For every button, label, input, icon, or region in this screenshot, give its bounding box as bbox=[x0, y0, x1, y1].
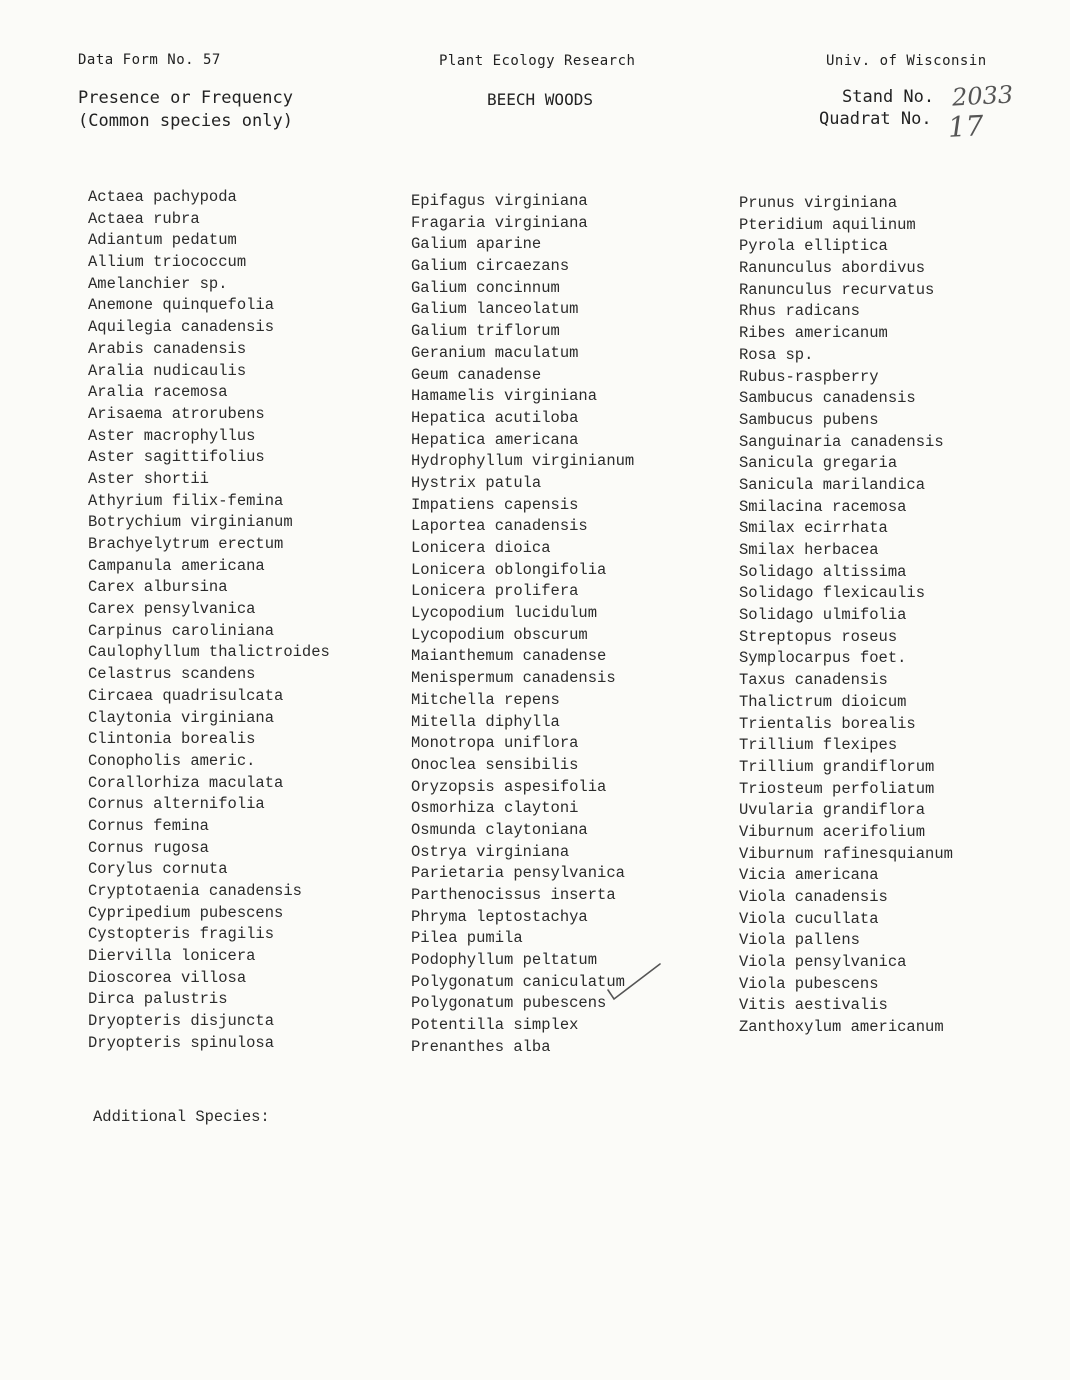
species-item: Claytonia virginiana bbox=[88, 708, 275, 727]
species-item: Solidago altissima bbox=[739, 562, 907, 581]
species-item: Allium triococcum bbox=[88, 253, 247, 272]
species-item: Hystrix patula bbox=[411, 473, 542, 492]
species-item: Aralia nudicaulis bbox=[88, 361, 247, 380]
species-item: Hamamelis virginiana bbox=[411, 387, 598, 406]
species-item: Caulophyllum thalictroides bbox=[88, 643, 330, 662]
species-item: Trillium grandiflorum bbox=[739, 757, 935, 776]
species-item: Cornus femina bbox=[88, 816, 209, 835]
species-item: Galium concinnum bbox=[411, 278, 560, 297]
species-item: Arisaema atrorubens bbox=[88, 404, 265, 423]
quadrat-label: Quadrat No. bbox=[819, 109, 932, 129]
species-item: Onoclea sensibilis bbox=[411, 755, 579, 774]
species-item: Aster sagittifolius bbox=[88, 448, 265, 467]
species-item: Cryptotaenia canadensis bbox=[88, 882, 302, 900]
species-item: Sanguinaria canadensis bbox=[739, 432, 944, 451]
species-item: Aquilegia canadensis bbox=[88, 318, 275, 337]
additional-species-label: Additional Species: bbox=[93, 1108, 270, 1126]
species-item: Impatiens capensis bbox=[411, 495, 579, 514]
species-item: Carex pensylvanica bbox=[88, 600, 256, 619]
form-number: Data Form No. 57 bbox=[78, 52, 221, 68]
species-item: Mitchella repens bbox=[411, 690, 560, 709]
species-item: Smilax herbacea bbox=[739, 541, 879, 559]
species-item: Geum canadense bbox=[411, 365, 542, 384]
species-item: Amelanchier sp. bbox=[88, 274, 228, 293]
species-item: Hepatica americana bbox=[411, 430, 579, 449]
species-item: Lycopodium lucidulum bbox=[411, 604, 598, 623]
species-item: Lycopodium obscurum bbox=[411, 625, 588, 644]
species-item: Viola pensylvanica bbox=[739, 953, 907, 972]
species-item: Osmorhiza claytoni bbox=[411, 799, 579, 818]
species-item: Viburnum rafinesquianum bbox=[739, 844, 953, 863]
species-column-1 bbox=[88, 187, 330, 1055]
species-item: Dioscorea villosa bbox=[88, 968, 247, 987]
species-item: Prunus virginiana bbox=[739, 194, 898, 212]
species-item: Clintonia borealis bbox=[88, 730, 256, 749]
species-item: Taxus canadensis bbox=[739, 671, 888, 690]
species-item: Rhus radicans bbox=[739, 302, 860, 321]
species-item: Aster shortii bbox=[88, 469, 209, 488]
species-item: Geranium maculatum bbox=[411, 343, 579, 362]
species-item: Arabis canadensis bbox=[88, 339, 247, 358]
species-item: Actaea rubra bbox=[88, 209, 200, 228]
species-item: Rosa sp. bbox=[739, 345, 814, 364]
species-item: Podophyllum peltatum bbox=[411, 951, 598, 970]
species-item: Corallorhiza maculata bbox=[88, 773, 284, 792]
species-item: Prenanthes alba bbox=[411, 1037, 551, 1056]
species-item: Dryopteris disjuncta bbox=[88, 1012, 275, 1031]
species-item: Parthenocissus inserta bbox=[411, 886, 616, 904]
species-item: Fragaria virginiana bbox=[411, 213, 588, 232]
species-item: Monotropa uniflora bbox=[411, 734, 579, 753]
university-name: Univ. of Wisconsin bbox=[826, 53, 987, 69]
species-item: Ranunculus abordivus bbox=[739, 259, 926, 278]
species-item: Dirca palustris bbox=[88, 990, 228, 1009]
species-item: Campanula americana bbox=[88, 556, 265, 575]
lab-name: Plant Ecology Research bbox=[439, 53, 636, 69]
species-item: Viola cucullata bbox=[739, 909, 879, 928]
species-item: Lonicera oblongifolia bbox=[411, 560, 607, 579]
stand-label: Stand No. bbox=[842, 87, 935, 107]
species-column-2 bbox=[411, 191, 634, 1059]
species-item: Oryzopsis aspesifolia bbox=[411, 777, 607, 796]
species-item: Potentilla simplex bbox=[411, 1016, 579, 1035]
species-item: Zanthoxylum americanum bbox=[739, 1018, 944, 1037]
species-item: Uvularia grandiflora bbox=[739, 801, 926, 820]
species-item: Ostrya virginiana bbox=[411, 842, 570, 861]
species-item: Lonicera dioica bbox=[411, 539, 551, 557]
species-item: Dryopteris spinulosa bbox=[88, 1033, 275, 1052]
page-title: BEECH WOODS bbox=[487, 90, 593, 109]
species-item: Cornus alternifolia bbox=[88, 795, 265, 814]
species-item: Solidago flexicaulis bbox=[739, 584, 926, 603]
species-item: Corylus cornuta bbox=[88, 860, 228, 879]
species-item: Ranunculus recurvatus bbox=[739, 280, 935, 299]
species-item: Aralia racemosa bbox=[88, 383, 228, 402]
species-item: Hydrophyllum virginianum bbox=[411, 452, 635, 471]
species-item: Cypripedium pubescens bbox=[88, 903, 284, 922]
species-item: Ribes americanum bbox=[739, 324, 888, 343]
species-item: Hepatica acutiloba bbox=[411, 408, 579, 427]
presence-heading bbox=[78, 87, 293, 133]
species-item: Adiantum pedatum bbox=[88, 231, 237, 250]
species-item: Osmunda claytoniana bbox=[411, 820, 588, 839]
species-item: Pteridium aquilinum bbox=[739, 215, 916, 234]
species-item: Trientalis borealis bbox=[739, 714, 916, 733]
species-item: Botrychium virginianum bbox=[88, 513, 293, 532]
species-item: Menispermum canadensis bbox=[411, 669, 616, 688]
species-item: Diervilla lonicera bbox=[88, 947, 256, 966]
species-item: Parietaria pensylvanica bbox=[411, 864, 625, 883]
species-item: Mitella diphylla bbox=[411, 712, 560, 731]
check-mark-icon bbox=[604, 962, 664, 1004]
species-item: Galium triflorum bbox=[411, 322, 560, 341]
presence-line-1: Presence or Frequency bbox=[78, 88, 293, 108]
species-item: Smilax ecirrhata bbox=[739, 519, 888, 538]
species-item: Cystopteris fragilis bbox=[88, 925, 275, 944]
species-item: Streptopus roseus bbox=[739, 627, 898, 646]
species-item: Conopholis americ. bbox=[88, 751, 256, 770]
species-item: Sambucus pubens bbox=[739, 410, 879, 429]
species-item: Laportea canadensis bbox=[411, 517, 588, 536]
species-item: Galium circaezans bbox=[411, 257, 570, 276]
species-item: Carpinus caroliniana bbox=[88, 621, 275, 640]
species-item: Vicia americana bbox=[739, 866, 879, 885]
species-column-3 bbox=[739, 193, 953, 1039]
species-item: Polygonatum caniculatum bbox=[411, 972, 625, 991]
quadrat-number-handwritten: 17 bbox=[947, 109, 985, 144]
species-item: Phryma leptostachya bbox=[411, 907, 588, 926]
species-item: Carex albursina bbox=[88, 578, 228, 597]
stand-number-handwritten: 2033 bbox=[951, 80, 1014, 112]
species-item: Cornus rugosa bbox=[88, 838, 209, 857]
species-item: Viola pallens bbox=[739, 931, 860, 950]
species-item: Galium lanceolatum bbox=[411, 300, 579, 319]
species-item: Maianthemum canadense bbox=[411, 647, 607, 666]
species-item: Vitis aestivalis bbox=[739, 996, 888, 1015]
species-item: Aster macrophyllus bbox=[88, 426, 256, 445]
species-item: Galium aparine bbox=[411, 235, 542, 254]
species-item: Solidago ulmifolia bbox=[739, 606, 907, 625]
species-item: Celastrus scandens bbox=[88, 665, 256, 684]
species-item: Trillium flexipes bbox=[739, 736, 898, 755]
presence-line-2: (Common species only) bbox=[78, 111, 293, 131]
species-item: Smilacina racemosa bbox=[739, 497, 907, 516]
species-item: Pyrola elliptica bbox=[739, 237, 888, 256]
species-item: Viola canadensis bbox=[739, 888, 888, 906]
species-item: Circaea quadrisulcata bbox=[88, 686, 284, 705]
species-item: Symplocarpus foet. bbox=[739, 649, 907, 668]
species-item: Brachyelytrum erectum bbox=[88, 535, 284, 553]
species-item: Thalictrum dioicum bbox=[739, 692, 907, 711]
species-item: Pilea pumila bbox=[411, 929, 523, 948]
species-item: Sanicula gregaria bbox=[739, 454, 898, 473]
species-item: Epifagus virginiana bbox=[411, 192, 588, 210]
species-item: Rubus-raspberry bbox=[739, 367, 879, 386]
species-item: Triosteum perfoliatum bbox=[739, 779, 935, 798]
species-item: Viola pubescens bbox=[739, 974, 879, 993]
species-item: Sanicula marilandica bbox=[739, 475, 926, 494]
species-item: Lonicera prolifera bbox=[411, 582, 579, 601]
species-item: Anemone quinquefolia bbox=[88, 296, 275, 315]
species-item: Athyrium filix-femina bbox=[88, 491, 284, 510]
species-item: Viburnum acerifolium bbox=[739, 822, 926, 841]
species-item: Polygonatum pubescens bbox=[411, 994, 607, 1013]
species-item: Sambucus canadensis bbox=[739, 389, 916, 408]
species-item: Actaea pachypoda bbox=[88, 188, 237, 206]
